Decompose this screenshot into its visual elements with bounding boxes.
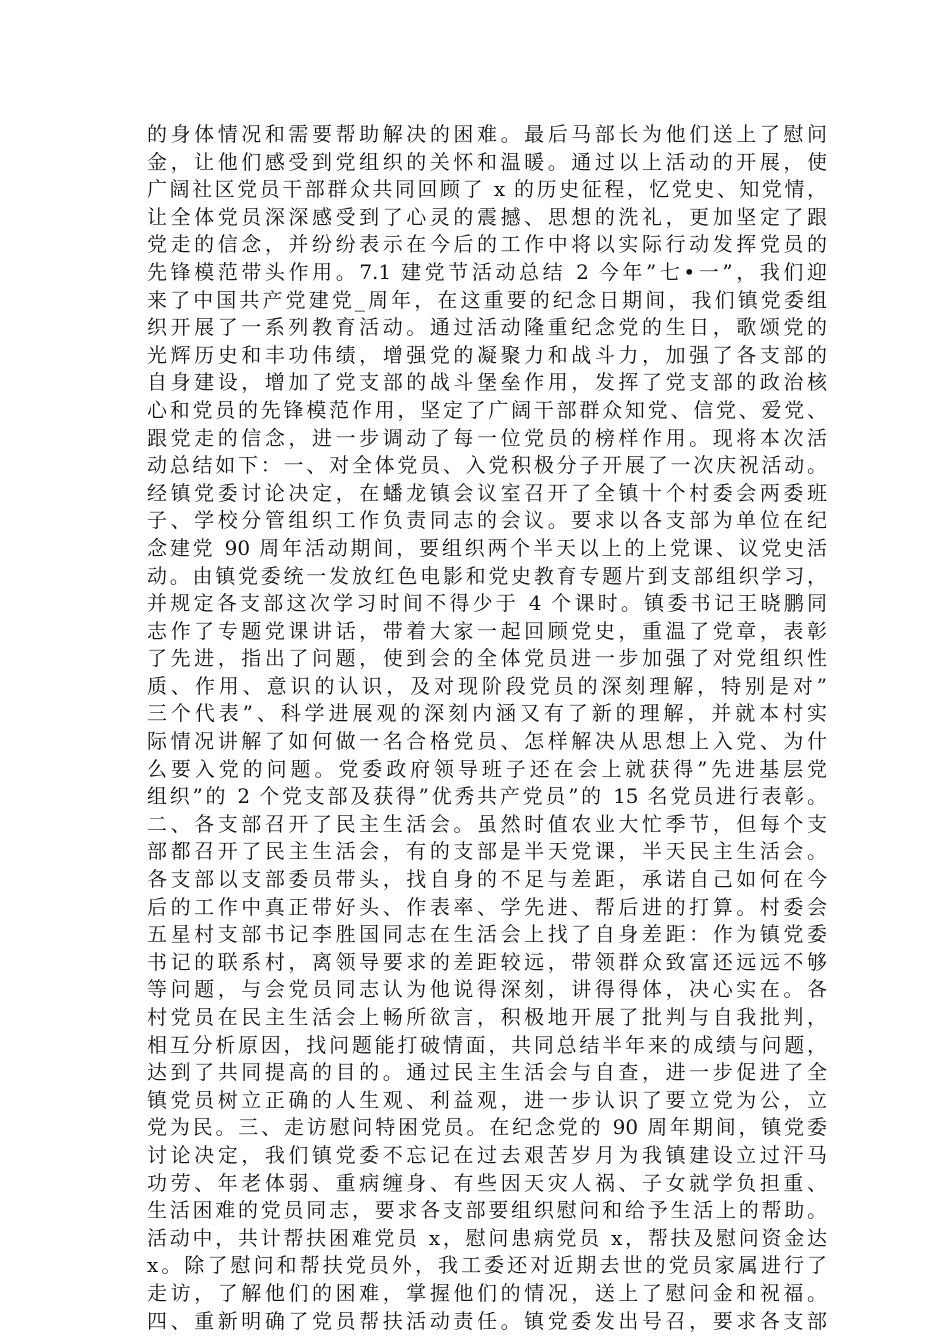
text-line: 心和党员的先锋模范作用，坚定了广阔干部群众知党、信党、爱党、 [147, 397, 827, 422]
text-line: 光辉历史和丰功伟绩，增强党的凝聚力和战斗力，加强了各支部的 [147, 342, 827, 367]
text-line: 让全体党员深深感受到了心灵的震撼、思想的洗礼，更加坚定了跟 [147, 204, 827, 229]
text-line: 党走的信念，并纷纷表示在今后的工作中将以实际行动发挥党员的 [147, 232, 827, 257]
document-page [147, 121, 827, 1335]
text-line: 念建党 90 周年活动期间，要组织两个半天以上的上党课、议党史活 [147, 535, 827, 560]
text-line: 功劳、年老体弱、重病缠身、有些因天灾人祸、子女就学负担重、 [147, 1170, 827, 1195]
text-line: 广阔社区党员干部群众共同回顾了 x 的历史征程，忆党史、知党情， [147, 177, 827, 202]
text-line: 的身体情况和需要帮助解决的困难。最后马部长为他们送上了慰问 [147, 122, 827, 146]
text-line: 镇党员树立正确的人生观、利益观，进一步认识了要立党为公，立 [147, 1087, 827, 1112]
text-line: 书记的联系村，离领导要求的差距较远，带领群众致富还远远不够 [147, 949, 827, 974]
text-line: 讨论决定，我们镇党委不忘记在过去艰苦岁月为我镇建设立过汗马 [147, 1142, 827, 1167]
text-line: 金，让他们感受到党组织的关怀和温暖。通过以上活动的开展，使 [147, 149, 827, 174]
text-line: 三个代表”、科学进展观的深刻内涵又有了新的理解，并就本村实 [147, 701, 827, 726]
text-line: 子、学校分管组织工作负责同志的会议。要求以各支部为单位在纪 [147, 508, 827, 533]
text-line: 经镇党委讨论决定，在蟠龙镇会议室召开了全镇十个村委会两委班 [147, 480, 827, 505]
text-line: 各支部以支部委员带头，找自身的不足与差距，承诺自己如何在今 [147, 867, 827, 892]
text-line: 二、各支部召开了民主生活会。虽然时值农业大忙季节，但每个支 [147, 811, 827, 836]
text-line: 际情况讲解了如何做一名合格党员、怎样解决从思想上入党、为什 [147, 729, 827, 754]
text-line: 党为民。三、走访慰问特困党员。在纪念党的 90 周年期间，镇党委 [147, 1115, 827, 1140]
text-line: 部都召开了民主生活会，有的支部是半天党课，半天民主生活会。 [147, 839, 827, 864]
text-line: x。除了慰问和帮扶党员外，我工委还对近期去世的党员家属进行了 [147, 1253, 827, 1278]
text-line: 后的工作中真正带好头、作表率、学先进、帮后进的打算。村委会 [147, 894, 827, 919]
text-line: 么要入党的问题。党委政府领导班子还在会上就获得”先进基层党 [147, 756, 827, 781]
text-line: 织开展了一系列教育活动。通过活动隆重纪念党的生日，歌颂党的 [147, 315, 827, 340]
text-line: 质、作用、意识的认识，及对现阶段党员的深刻理解，特别是对” [147, 673, 827, 698]
text-line: 动。由镇党委统一发放红色电影和党史教育专题片到支部组织学习， [147, 563, 827, 588]
text-line: 走访，了解他们的困难，掌握他们的情况，送上了慰问金和祝福。 [147, 1280, 827, 1305]
text-line: 生活困难的党员同志，要求各支部要组织慰问和给予生活上的帮助。 [147, 1198, 827, 1223]
text-line: 达到了共同提高的目的。通过民主生活会与自查，进一步促进了全 [147, 1060, 827, 1085]
text-line: 四、重新明确了党员帮扶活动责任。镇党委发出号召，要求各支部 [147, 1308, 827, 1333]
text-line: 组织”的 2 个党支部及获得”优秀共产党员”的 15 名党员进行表彰。 [147, 784, 827, 809]
text-line: 跟党走的信念，进一步调动了每一位党员的榜样作用。现将本次活 [147, 425, 827, 450]
text-line: 动总结如下：一、对全体党员、入党积极分子开展了一次庆祝活动。 [147, 453, 827, 478]
text-line: 了先进，指出了问题，使到会的全体党员进一步加强了对党组织性 [147, 646, 827, 671]
text-line: 来了中国共产党建党_周年，在这重要的纪念日期间，我们镇党委组 [147, 287, 827, 312]
text-line: 并规定各支部这次学习时间不得少于 4 个课时。镇委书记王晓鹏同 [147, 591, 827, 616]
text-line: 志作了专题党课讲话，带着大家一起回顾党史，重温了党章，表彰 [147, 618, 827, 643]
text-line: 先锋模范带头作用。7.1 建党节活动总结 2 今年”七•一”，我们迎 [147, 259, 827, 284]
text-line: 自身建设，增加了党支部的战斗堡垒作用，发挥了党支部的政治核 [147, 370, 827, 395]
text-line: 活动中，共计帮扶困难党员 x，慰问患病党员 x，帮扶及慰问资金达 [147, 1225, 827, 1250]
text-line: 相互分析原因，找问题能打破情面，共同总结半年来的成绩与问题， [147, 1032, 827, 1057]
text-line: 村党员在民主生活会上畅所欲言，积极地开展了批判与自我批判， [147, 1005, 827, 1029]
text-line: 等问题，与会党员同志认为他说得深刻，讲得得体，决心实在。各 [147, 977, 827, 1002]
text-line: 五星村支部书记李胜国同志在生活会上找了自身差距：作为镇党委 [147, 922, 827, 947]
